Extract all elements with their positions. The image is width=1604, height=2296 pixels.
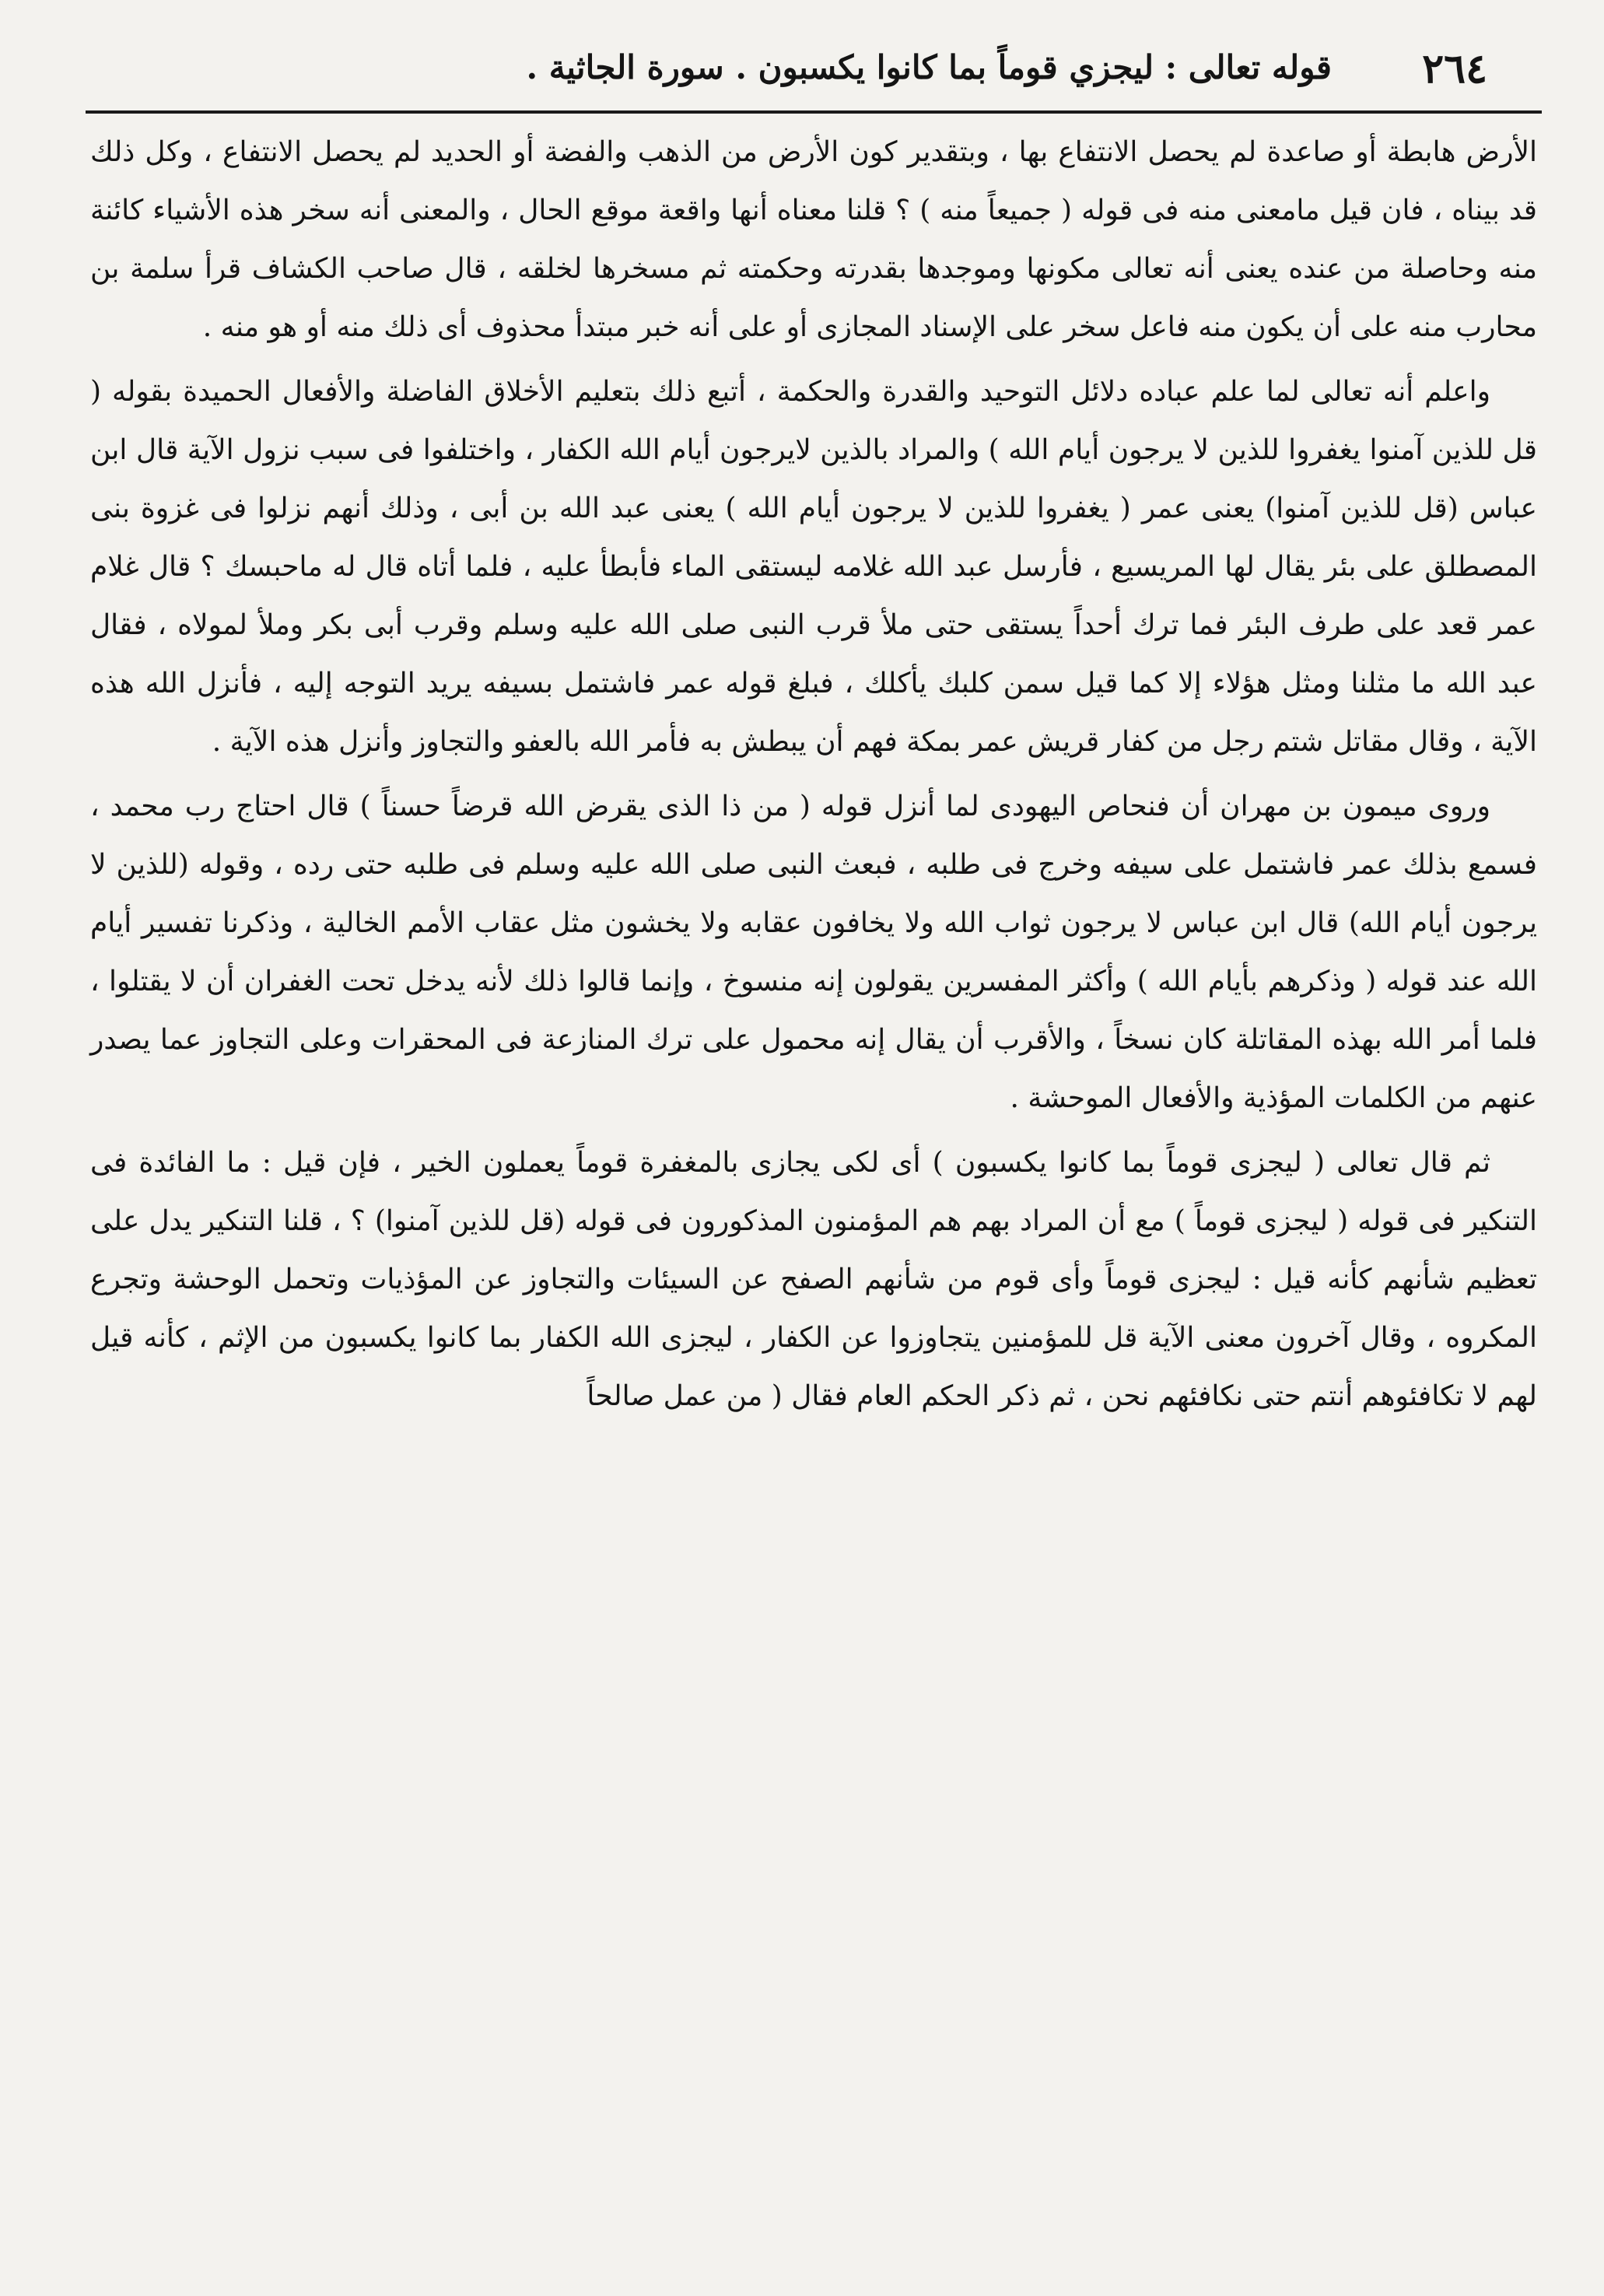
paragraph-1: الأرض هابطة أو صاعدة لم يحصل الانتفاع بها ، وبتقدير كون الأرض من الذهب والفضة أو الحديد لم يحصل الانتفاع ، وكل ذلك قد بيناه ، فان قيل مامعنى منه فى قوله ( جميعاً منه ) ؟ قلنا معناه أنها واقعة موقع الحال ، والمعنى أنه سخر هذه الأشياء كائنة منه وحاصلة من عنده يعنى أنه تعالى مكونها وموجدها بقدرته وحكمته ثم مسخرها لخلقه ، قال صاحب الكشاف قرأ سلمة بن محارب منه على أن يكون منه فاعل سخر على الإسناد المجازى أو على أنه خبر مبتدأ محذوف أى ذلك منه أو هو منه . [90,136,1537,343]
page-number: ٢٦٤ [1422,45,1487,93]
running-title: قوله تعالى : ليجزي قوماً بما كانوا يكسبون . سورة الجاثية . [526,48,1332,86]
paragraph-4: ثم قال تعالى ( ليجزى قوماً بما كانوا يكسبون ) أى لكى يجازى بالمغفرة قوماً يعملون الخير ، فإن قيل : ما الفائدة فى التنكير فى قوله ( ليجزى قوماً ) مع أن المراد بهم هم المؤمنون المذكورون فى قوله (قل للذين آمنوا) ؟ ، قلنا التنكير يدل على تعظيم شأنهم كأنه قيل : ليجزى قوماً وأى قوم من شأنهم الصفح عن السيئات والتجاوز عن المؤذيات وتحمل الوحشة وتجرع المكروه ، وقال آخرون معنى الآية قل للمؤمنين يتجاوزوا عن الكفار ، ليجزى الله الكفار بما كانوا يكسبون من الإثم ، كأنه قيل لهم لا تكافئوهم أنتم حتى نكافئهم نحن ، ثم ذكر الحكم العام فقال ( من عمل صالحاً [90,1147,1537,1412]
paragraph-2: واعلم أنه تعالى لما علم عباده دلائل التوحيد والقدرة والحكمة ، أتبع ذلك بتعليم الأخلاق الفاضلة والأفعال الحميدة بقوله ( قل للذين آمنوا يغفروا للذين لا يرجون أيام الله ) والمراد بالذين لايرجون أيام الله الكفار ، واختلفوا فى سبب نزول الآية قال ابن عباس (قل للذين آمنوا) يعنى عمر ( يغفروا للذين لا يرجون أيام الله ) يعنى عبد الله بن أبى ، وذلك أنهم نزلوا فى غزوة بنى المصطلق على بئر يقال لها المريسيع ، فأرسل عبد الله غلامه ليستقى الماء فأبطأ عليه ، فلما أتاه قال له ماحبسك ؟ قال غلام عمر قعد على طرف البئر فما ترك أحداً يستقى حتى ملأ قرب النبى صلى الله عليه وسلم وقرب أبى بكر وملأ لمولاه ، فقال عبد الله ما مثلنا ومثل هؤلاء إلا كما قيل سمن كلبك يأكلك ، فبلغ قوله عمر فاشتمل بسيفه يريد التوجه إليه ، فأنزل الله هذه الآية ، وقال مقاتل شتم رجل من كفار قريش عمر بمكة فهم أن يبطش به فأمر الله بالعفو والتجاوز وأنزل هذه الآية . [90,376,1538,758]
book-page [86,39,1542,2264]
page-header [86,39,1542,114]
paragraph-3: وروى ميمون بن مهران أن فنحاص اليهودى لما أنزل قوله ( من ذا الذى يقرض الله قرضاً حسناً ) قال احتاج رب محمد ، فسمع بذلك عمر فاشتمل على سيفه وخرج فى طلبه ، فبعث النبى صلى الله عليه وسلم فى طلبه حتى رده ، وقوله (للذين لا يرجون أيام الله) قال ابن عباس لا يرجون ثواب الله ولا يخافون عقابه ولا يخشون مثل عقاب الأمم الخالية ، وذكرنا تفسير أيام الله عند قوله ( وذكرهم بأيام الله ) وأكثر المفسرين يقولون إنه منسوخ ، وإنما قالوا ذلك لأنه يدخل تحت الغفران أن لا يقتلوا ، فلما أمر الله بهذه المقاتلة كان نسخاً ، والأقرب أن يقال إنه محمول على ترك المنازعة فى المحقرات وعلى التجاوز عما يصدر عنهم من الكلمات المؤذية والأفعال الموحشة . [90,790,1537,1114]
page-body [86,114,1542,1425]
